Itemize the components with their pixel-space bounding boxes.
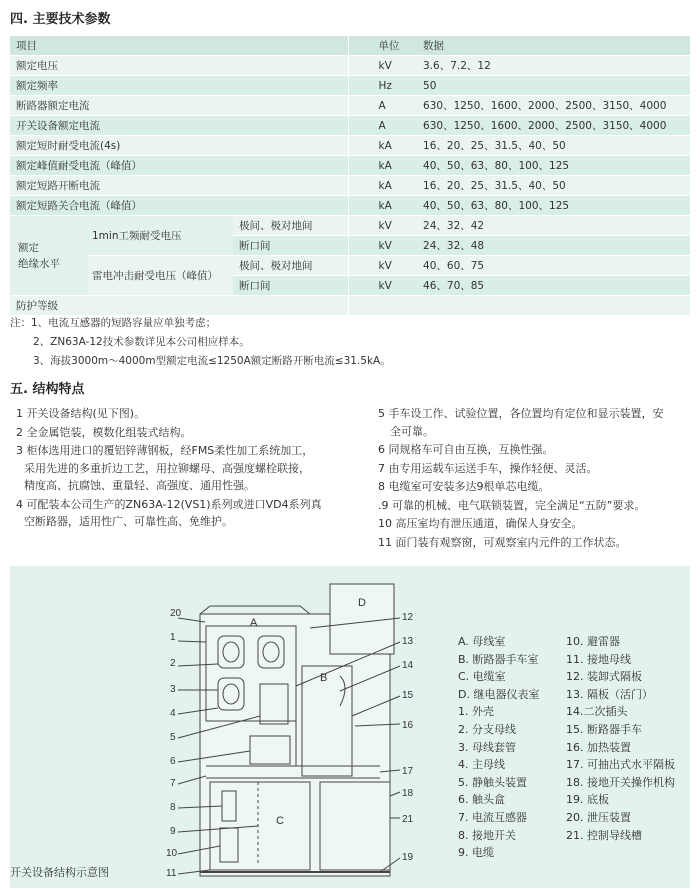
legend-item: 6. 触头盒 — [458, 793, 505, 807]
row-value: 630、1250、1600、2000、2500、3150、4000 — [421, 96, 690, 116]
spec-table — [10, 36, 690, 316]
row-value: 40、50、63、80、100、125 — [421, 156, 690, 176]
feature-item — [16, 424, 366, 442]
legend-item: 17. 可抽出式水平隔板 — [566, 758, 675, 772]
feature-item — [378, 405, 696, 440]
insulation-label-line1: 额定 — [18, 241, 39, 254]
row-unit: kV — [348, 216, 421, 236]
feature-item — [16, 442, 366, 495]
callout-10: 10 — [166, 848, 178, 859]
callout-7: 7 — [170, 778, 176, 789]
row-sub: 极间、极对地间 — [233, 216, 348, 236]
legend-item: 7. 电流互感器 — [458, 810, 527, 824]
power-frequency-label: 1min工频耐受电压 — [88, 216, 233, 256]
callout-13: 13 — [402, 636, 414, 647]
row-item: 额定频率 — [10, 76, 348, 96]
row-item: 断路器额定电流 — [10, 96, 348, 116]
feature-item — [378, 460, 696, 478]
legend-item: 19. 底板 — [566, 793, 609, 807]
row-unit: kV — [348, 256, 421, 276]
table-row — [10, 96, 690, 116]
row-item: 额定电压 — [10, 56, 348, 76]
row-unit: kA — [348, 196, 421, 216]
table-row — [10, 296, 690, 316]
row-value: 40、60、75 — [421, 256, 690, 276]
callout-1: 1 — [170, 632, 176, 643]
table-row — [10, 116, 690, 136]
legend-item: 3. 母线套管 — [458, 740, 516, 754]
row-value: 16、20、25、31.5、40、50 — [421, 136, 690, 156]
legend-item: 20. 泄压装置 — [566, 810, 631, 824]
callout-18: 18 — [402, 788, 414, 799]
legend-item: C. 电缆室 — [458, 670, 506, 684]
feature-line: 2 全金属铠装，模数化组装式结构。 — [16, 425, 192, 439]
legend-item: D. 继电器仪表室 — [458, 687, 540, 701]
region-a-label: A — [250, 617, 258, 629]
feature-line: 精度高、抗腐蚀、重量轻、高强度、通用性强。 — [24, 479, 255, 492]
legend-item: 13. 隔板（活门） — [566, 687, 653, 701]
features-left — [16, 405, 366, 532]
callout-15: 15 — [402, 690, 414, 701]
row-item: 额定峰值耐受电流（峰值） — [10, 156, 348, 176]
lightning-impulse-label: 雷电冲击耐受电压（峰值） — [88, 256, 233, 296]
legend-item: 21. 控制导线槽 — [566, 828, 642, 842]
callout-21: 21 — [402, 814, 414, 825]
row-value: 16、20、25、31.5、40、50 — [421, 176, 690, 196]
row-unit: kV — [348, 56, 421, 76]
legend-item: 15. 断路器手车 — [566, 722, 642, 736]
row-unit: kA — [348, 156, 421, 176]
legend-item: 5. 静触头装置 — [458, 775, 527, 789]
legend-item: 12. 装卸式隔板 — [566, 670, 642, 684]
callout-19: 19 — [402, 852, 414, 863]
relay-compartment — [330, 584, 394, 654]
legend-item: 16. 加热装置 — [566, 740, 631, 754]
feature-item — [378, 534, 696, 552]
row-item: 防护等级 — [10, 296, 348, 316]
callout-8: 8 — [170, 802, 176, 813]
row-sub: 极间、极对地间 — [233, 256, 348, 276]
header-unit: 单位 — [348, 36, 421, 56]
row-item: 额定短时耐受电流(4s) — [10, 136, 348, 156]
callout-17: 17 — [402, 766, 414, 777]
callout-14: 14 — [402, 660, 414, 671]
note-3: 3、海拔3000m～4000m型额定电流≤1250A额定断路开断电流≤31.5kA。 — [33, 355, 391, 367]
legend-item: 8. 接地开关 — [458, 828, 516, 842]
callout-11: 11 — [166, 868, 177, 879]
table-row — [10, 196, 690, 216]
row-unit: Hz — [348, 76, 421, 96]
region-c-label: C — [276, 815, 284, 827]
feature-line: 5 手车设工作、试验位置，各位置均有定位和显示装置，安 — [378, 407, 664, 420]
row-unit: A — [348, 116, 421, 136]
legend-col2 — [566, 633, 675, 844]
feature-item — [378, 515, 696, 533]
callout-3: 3 — [170, 684, 176, 695]
section4-title: 四. 主要技术参数 — [10, 12, 111, 27]
callout-16: 16 — [402, 720, 414, 731]
legend-item: A. 母线室 — [458, 635, 506, 648]
feature-line: 采用先进的多重折边工艺，用拉铆螺母、高强度螺栓联接， — [24, 461, 310, 475]
region-b-label: B — [320, 672, 328, 684]
row-value: 24、32、48 — [421, 236, 690, 256]
legend-item: 11. 接地母线 — [566, 652, 631, 666]
table-header-row — [10, 36, 690, 56]
row-value — [421, 296, 690, 316]
row-unit: kA — [348, 176, 421, 196]
callout-9: 9 — [170, 826, 176, 837]
section5-title: 五. 结构特点 — [10, 382, 85, 397]
feature-line: 10 高压室均有泄压通道，确保人身安全。 — [378, 517, 583, 530]
region-d-label: D — [358, 597, 366, 609]
row-value: 50 — [421, 76, 690, 96]
table-row — [10, 56, 690, 76]
row-unit — [348, 296, 421, 316]
feature-item — [16, 496, 366, 531]
row-unit: kV — [348, 276, 421, 296]
table-row — [10, 156, 690, 176]
row-item: 开关设备额定电流 — [10, 116, 348, 136]
table-row — [10, 136, 690, 156]
row-sub: 断口间 — [233, 276, 348, 296]
header-item: 项目 — [10, 36, 348, 56]
feature-item — [16, 405, 366, 423]
row-item: 额定短路关合电流（峰值） — [10, 196, 348, 216]
row-value: 40、50、63、80、100、125 — [421, 196, 690, 216]
diagram-caption: 开关设备结构示意图 — [10, 866, 109, 879]
row-value: 3.6、7.2、12 — [421, 56, 690, 76]
feature-item — [378, 478, 696, 496]
legend-item: 18. 接地开关操作机构 — [566, 775, 675, 789]
insulation-label-line2: 绝缘水平 — [18, 257, 60, 270]
callout-5: 5 — [170, 732, 176, 743]
feature-line: 11 面门装有观察窗，可观察室内元件的工作状态。 — [378, 535, 627, 549]
features-right — [378, 405, 696, 552]
row-item: 额定短路开断电流 — [10, 176, 348, 196]
feature-line: .9 可靠的机械、电气联锁装置，完全满足“五防”要求。 — [378, 498, 646, 512]
legend-col1 — [458, 633, 539, 862]
row-sub: 断口间 — [233, 236, 348, 256]
table-row — [10, 256, 690, 276]
feature-line: 3 柜体选用进口的覆铝锌薄钢板，经FMS柔性加工系统加工， — [16, 444, 314, 457]
callout-2: 2 — [170, 658, 176, 669]
legend-item: 4. 主母线 — [458, 758, 505, 772]
table-row — [10, 216, 690, 236]
feature-line: 全可靠。 — [390, 424, 434, 438]
table-notes — [10, 314, 391, 371]
note-2: 2、ZN63A-12技术参数详见本公司相应样本。 — [33, 336, 250, 348]
header-value: 数据 — [421, 36, 690, 56]
feature-line: 空断路器，适用性广、可靠性高、免维护。 — [24, 515, 233, 528]
pressure-relief — [200, 606, 310, 614]
switchgear-diagram — [10, 566, 430, 888]
row-unit: kV — [348, 236, 421, 256]
feature-line: 4 可配装本公司生产的ZN63A-12(VS1)系列或进口VD4系列真 — [16, 497, 322, 511]
feature-line: 7 由专用运载车运送手车，操作轻便、灵活。 — [378, 461, 598, 475]
row-unit: A — [348, 96, 421, 116]
legend-item: 9. 电缆 — [458, 846, 494, 860]
legend-item: 10. 避雷器 — [566, 635, 620, 648]
feature-line: 8 电缆室可安装多达9根单芯电缆。 — [378, 480, 550, 493]
legend-item: 2. 分支母线 — [458, 722, 516, 736]
row-unit: kA — [348, 136, 421, 156]
row-value: 24、32、42 — [421, 216, 690, 236]
callout-20: 20 — [170, 608, 182, 619]
row-value: 630、1250、1600、2000、2500、3150、4000 — [421, 116, 690, 136]
feature-line: 1 开关设备结构(见下图)。 — [16, 407, 146, 420]
feature-line: 6 同规格车可自由互换，互换性强。 — [378, 443, 554, 456]
legend-item: 1. 外壳 — [458, 705, 494, 719]
callout-4: 4 — [170, 708, 176, 719]
callout-6: 6 — [170, 756, 176, 767]
insulation-label — [10, 216, 88, 296]
feature-item — [378, 497, 696, 515]
legend-item: B. 断路器手车室 — [458, 652, 539, 666]
table-row — [10, 176, 690, 196]
callout-12: 12 — [402, 612, 414, 623]
row-value: 46、70、85 — [421, 276, 690, 296]
legend-item: 14.二次插头 — [566, 705, 628, 719]
table-row — [10, 76, 690, 96]
feature-item — [378, 441, 696, 459]
note-1: 注：1、电流互感器的短路容量应单独考虑； — [10, 317, 217, 329]
